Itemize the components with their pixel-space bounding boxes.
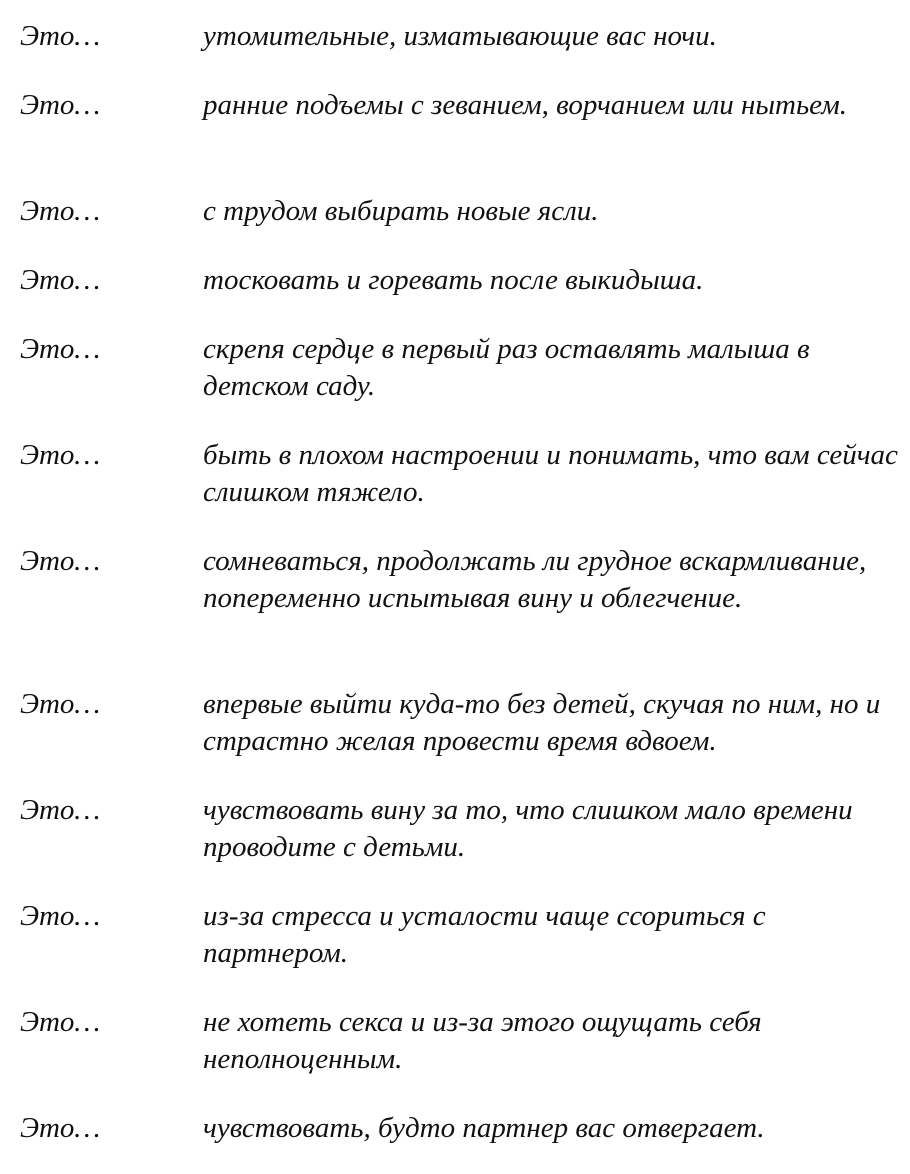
- entry-text: впервые выйти куда-то без детей, скучая по ним, но и страстно желая провести время вдвоем.: [203, 688, 881, 757]
- entry-term: Это…: [20, 1112, 101, 1144]
- entry-term: Это…: [20, 89, 101, 121]
- entry-text: сомневаться, продолжать ли грудное вскармливание, попеременно испытывая вину и облегчение.: [203, 545, 867, 614]
- entry-text: чувствовать, будто партнер вас отвергает.: [203, 1112, 765, 1144]
- entry-text: чувствовать вину за то, что слишком мало времени проводите с детьми.: [203, 794, 853, 863]
- entry-term: Это…: [20, 794, 101, 826]
- entry-term: Это…: [20, 439, 101, 471]
- entry-text: утомительные, изматывающие вас ночи.: [203, 20, 717, 52]
- entry-text: скрепя сердце в первый раз оставлять малыша в детском саду.: [203, 333, 810, 402]
- entry-text: ранние подъемы с зеванием, ворчанием или нытьем.: [203, 89, 848, 121]
- entry-term: Это…: [20, 333, 101, 365]
- entry-text: не хотеть секса и из-за этого ощущать себя неполноценным.: [203, 1006, 762, 1075]
- entry-term: Это…: [20, 1006, 101, 1038]
- entry-text: из-за стресса и усталости чаще ссориться с партнером.: [203, 900, 766, 969]
- entry-text: с трудом выбирать новые ясли.: [203, 195, 599, 227]
- entry-term: Это…: [20, 264, 101, 296]
- entry-term: Это…: [20, 688, 101, 720]
- entry-term: Это…: [20, 20, 101, 52]
- entry-text: тосковать и горевать после выкидыша.: [203, 264, 704, 296]
- entry-term: Это…: [20, 195, 101, 227]
- entry-text: быть в плохом настроении и понимать, что вам сейчас слишком тяжело.: [203, 439, 898, 508]
- entry-term: Это…: [20, 900, 101, 932]
- entry-term: Это…: [20, 545, 101, 577]
